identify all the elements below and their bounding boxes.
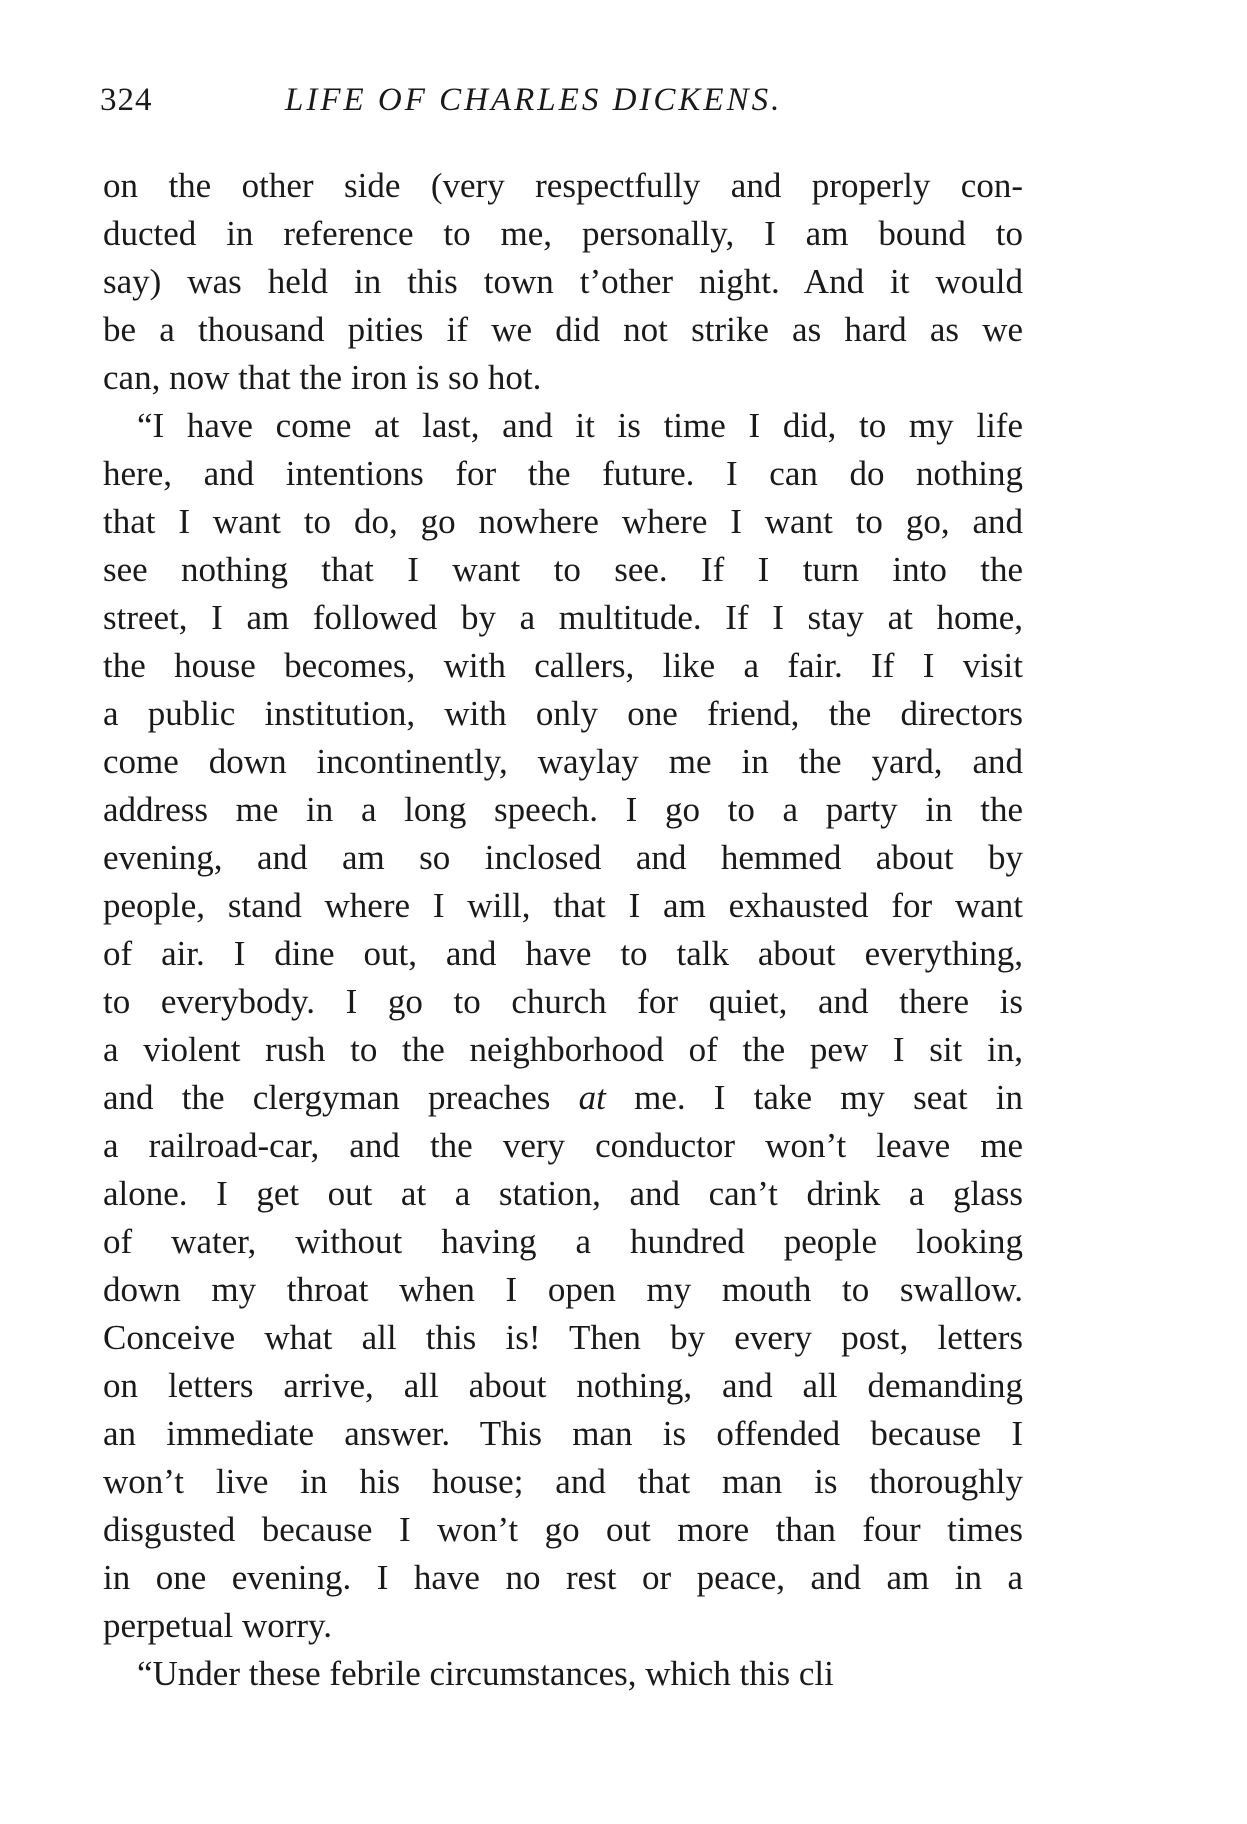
text-line: ducted in reference to me, personally, I am bound to — [103, 214, 1023, 253]
text-line: in one evening. I have no rest or peace, and am in a — [103, 1558, 1023, 1597]
text-line: of water, without having a hundred people looking — [103, 1222, 1023, 1261]
body-text — [103, 162, 1023, 1698]
text-line: a violent rush to the neighborhood of the pew I sit in, — [103, 1030, 1023, 1069]
text-line: street, I am followed by a multitude. If I stay at home, — [103, 598, 1023, 637]
text-line: be a thousand pities if we did not strike as hard as we — [103, 310, 1023, 349]
text-line: evening, and am so inclosed and hemmed about by — [103, 838, 1023, 877]
text-line: a public institution, with only one friend, the directors — [103, 694, 1023, 733]
text-line: say) was held in this town t’other night. And it would — [103, 262, 1023, 301]
text-line: perpetual worry. — [103, 1606, 333, 1645]
emphasized-word: at — [578, 1078, 606, 1117]
text-line: Conceive what all this is! Then by every post, letters — [103, 1318, 1023, 1357]
text-line: that I want to do, go nowhere where I want to go, and — [103, 502, 1023, 541]
text-line: the house becomes, with callers, like a fair. If I visit — [103, 646, 1023, 685]
text-line: an immediate answer. This man is offended because I — [103, 1414, 1023, 1453]
text-line: on the other side (very respectfully and properly con- — [103, 166, 1023, 205]
text-line: to everybody. I go to church for quiet, and there is — [103, 982, 1023, 1021]
text-line: alone. I get out at a station, and can’t drink a glass — [103, 1174, 1023, 1213]
text-segment: me. I take my seat in — [605, 1078, 1023, 1117]
text-line: down my throat when I open my mouth to swallow. — [103, 1270, 1023, 1309]
text-line: “Under these febrile circumstances, which this cli — [137, 1654, 834, 1693]
text-line: can, now that the iron is so hot. — [103, 358, 542, 397]
text-segment: and the clergyman preaches — [103, 1078, 579, 1117]
text-line: come down incontinently, waylay me in the yard, and — [103, 742, 1023, 781]
page-number: 324 — [100, 82, 153, 118]
text-line: a railroad-car, and the very conductor won’t leave me — [103, 1126, 1023, 1165]
text-line: address me in a long speech. I go to a party in the — [103, 790, 1023, 829]
text-line: of air. I dine out, and have to talk about everything, — [103, 934, 1023, 973]
text-line-with-emphasis — [103, 1074, 1023, 1122]
text-line: “I have come at last, and it is time I did, to my life — [137, 406, 1023, 445]
text-line: on letters arrive, all about nothing, and all demanding — [103, 1366, 1023, 1405]
running-head: LIFE OF CHARLES DICKENS. — [285, 82, 783, 118]
text-line: people, stand where I will, that I am exhausted for want — [103, 886, 1023, 925]
page-header — [100, 82, 1040, 132]
text-line: won’t live in his house; and that man is thoroughly — [103, 1462, 1023, 1501]
text-line: see nothing that I want to see. If I turn into the — [103, 550, 1023, 589]
text-line: here, and intentions for the future. I can do nothing — [103, 454, 1023, 493]
text-line: disgusted because I won’t go out more than four times — [103, 1510, 1023, 1549]
